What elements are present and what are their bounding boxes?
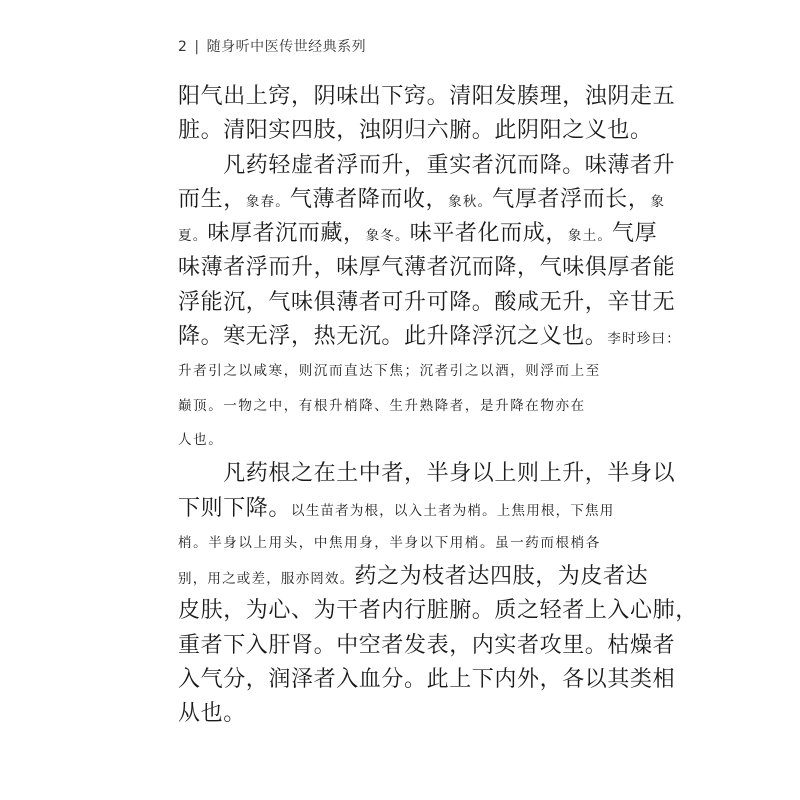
main-text: 味平者化而成，	[409, 221, 568, 247]
text-line	[178, 594, 698, 628]
text-line	[178, 423, 638, 457]
main-text: 脏。清阳实四肢，浊阴归六腑。此阴阳之义也。	[178, 118, 653, 144]
text-line	[178, 526, 638, 560]
text-line	[178, 183, 666, 217]
main-text: 凡药轻虚者浮而升，重实者沉而降。味薄者升	[178, 152, 676, 178]
annotation-text: 以生苗者为根，以入土者为梢。上焦用根，下焦用	[291, 502, 615, 519]
main-text: 降。寒无浮，热无沉。此升降浮沉之义也。	[178, 324, 608, 350]
header-separator: |	[194, 39, 200, 55]
text-line	[178, 320, 681, 354]
series-title: 随身听中医传世经典系列	[206, 39, 367, 55]
annotation-text: 象土。	[567, 228, 613, 245]
main-text: 味厚者沉而藏，	[207, 221, 366, 247]
running-header	[178, 36, 366, 56]
text-line	[178, 663, 676, 697]
text-line	[178, 492, 638, 526]
text-line	[178, 80, 676, 114]
annotation-text: 升者引之以咸寒，则沉而直达下焦；沉者引之以酒，则浮而上至	[178, 363, 601, 380]
text-line	[178, 286, 676, 320]
main-text: 气厚者浮而长，	[492, 186, 651, 212]
annotation-text: 梢。半身以上用头，中焦用身，半身以下用梢。虽一药而根梢各	[178, 534, 601, 551]
main-text: 从也。	[178, 701, 246, 727]
text-line	[178, 560, 649, 594]
text-line	[178, 354, 638, 388]
main-text: 药之为枝者达四肢，为皮者达	[354, 564, 649, 590]
text-line	[178, 697, 638, 731]
annotation-text: 别，用之或差，服亦罔效。	[178, 571, 355, 588]
main-text: 下则下降。	[178, 495, 292, 521]
annotation-text: 李时珍曰：	[607, 331, 681, 348]
text-line	[178, 149, 676, 183]
main-text: 重者下入肝肾。中空者发表，内实者攻里。枯燥者	[178, 632, 676, 658]
main-text: 气薄者降而收，	[289, 186, 449, 212]
annotation-text: 夏。	[178, 228, 208, 245]
text-line	[178, 217, 658, 251]
annotation-text: 象冬。	[365, 228, 410, 245]
main-text: 入气分，润泽者入血分。此上下内外，各以其类相	[178, 667, 676, 693]
text-line	[178, 457, 676, 491]
main-text: 而生，	[178, 186, 246, 212]
body-text	[178, 80, 698, 732]
main-text: 味薄者浮而升，味厚气薄者沉而降，气味俱厚者能	[178, 255, 676, 281]
text-line	[178, 114, 653, 148]
text-line	[178, 629, 676, 663]
main-text: 浮能沉，气味俱薄者可升可降。酸咸无升，辛甘无	[178, 289, 676, 315]
main-text: 阳气出上窍，阴味出下窍。清阳发腠理，浊阴走五	[178, 84, 676, 109]
main-text: 气厚	[612, 221, 658, 247]
annotation-text: 巅顶。一物之中，有根升梢降、生升熟降者，是升降在物亦在	[178, 397, 586, 414]
main-text: 皮肤，为心、为干者内行脏腑。质之轻者上入心肺，	[178, 598, 698, 624]
annotation-text: 象秋。	[448, 193, 493, 210]
text-line	[178, 389, 638, 423]
page-number: 2	[178, 39, 188, 55]
main-text: 凡药根之在土中者，半身以上则上升，半身以	[178, 461, 676, 487]
annotation-text: 象春。	[245, 193, 290, 210]
text-line	[178, 251, 676, 285]
annotation-text: 象	[650, 193, 666, 210]
annotation-text: 人也。	[178, 431, 224, 448]
